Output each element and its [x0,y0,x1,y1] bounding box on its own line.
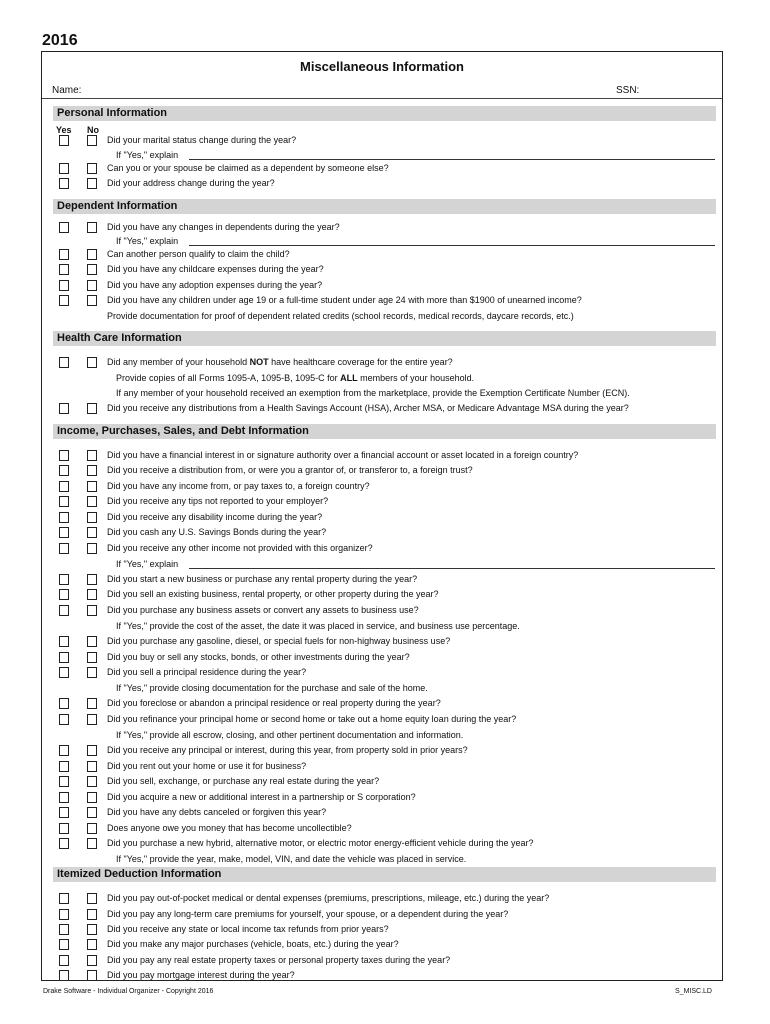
explain-row [42,149,722,163]
question-text: Did you have any changes in dependents during the year? [107,222,340,232]
yes-checkbox[interactable] [59,745,69,756]
yes-checkbox[interactable] [59,280,69,291]
question-row [42,775,722,789]
question-row [42,402,722,416]
no-checkbox[interactable] [87,652,97,663]
explain-row [42,235,722,249]
no-checkbox[interactable] [87,178,97,189]
question-row [42,294,722,308]
yes-checkbox[interactable] [59,403,69,414]
yes-checkbox[interactable] [59,636,69,647]
question-text: Did you receive any principal or interest, during this year, from property sold in prior years? [107,745,468,755]
yes-checkbox[interactable] [59,357,69,368]
question-row [42,526,722,540]
question-text: Did you rent out your home or use it for business? [107,761,307,771]
question-text: Can another person qualify to claim the child? [107,249,290,259]
question-text: Did you receive any tips not reported to your employer? [107,496,329,506]
question-row [42,760,722,774]
question-row [42,279,722,293]
header-divider [42,98,722,99]
question-row [42,162,722,176]
question-row [42,791,722,805]
yes-checkbox[interactable] [59,512,69,523]
question-text: Did you have any adoption expenses during the year? [107,280,323,290]
no-checkbox[interactable] [87,939,97,950]
no-checkbox[interactable] [87,403,97,414]
yes-checkbox[interactable] [59,807,69,818]
footer-copyright: Drake Software - Individual Organizer - Copyright 2016 [43,988,214,995]
question-text-part: have healthcare coverage for the entire year? [268,357,453,367]
yes-checkbox[interactable] [59,714,69,725]
emphasis-text: ALL [340,373,358,383]
question-text: Did you pay out-of-pocket medical or dental expenses (premiums, prescriptions, mileage, etc.) during the year? [107,893,550,903]
question-text: Did you cash any U.S. Savings Bonds during the year? [107,527,327,537]
question-text: Can you or your spouse be claimed as a dependent by someone else? [107,163,389,173]
question-row [42,221,722,235]
question-text: Did you have a financial interest in or signature authority over a financial account or asset located in a foreign country? [107,450,579,460]
note-row [42,620,722,634]
no-column-label: No [87,125,99,135]
tax-year: 2016 [42,32,78,49]
no-checkbox[interactable] [87,636,97,647]
yes-checkbox[interactable] [59,589,69,600]
no-checkbox[interactable] [87,264,97,275]
question-row [42,837,722,851]
explain-label: If "Yes," explain [116,559,179,569]
question-row [42,464,722,478]
no-checkbox[interactable] [87,135,97,146]
question-row [42,449,722,463]
question-row [42,248,722,262]
no-checkbox[interactable] [87,893,97,904]
question-text: Did you purchase any business assets or convert any assets to business use? [107,605,419,615]
question-text: Did you have any income from, or pay taxes to, a foreign country? [107,481,370,491]
no-checkbox[interactable] [87,667,97,678]
question-text: Did your address change during the year? [107,178,275,188]
question-text: Did you receive any state or local income tax refunds from prior years? [107,924,389,934]
question-text: Did you receive a distribution from, or were you a grantor of, or transferor to, a foreign trust? [107,465,473,475]
no-checkbox[interactable] [87,450,97,461]
no-checkbox[interactable] [87,776,97,787]
no-checkbox[interactable] [87,163,97,174]
question-row [42,666,722,680]
explain-input[interactable] [189,568,715,569]
explain-input[interactable] [189,159,715,160]
yes-checkbox[interactable] [59,893,69,904]
no-checkbox[interactable] [87,465,97,476]
yes-checkbox[interactable] [59,698,69,709]
no-checkbox[interactable] [87,792,97,803]
note-row [42,372,722,386]
question-text: Did you have any childcare expenses during the year? [107,264,324,274]
note-row [42,682,722,696]
question-row [42,573,722,587]
explain-label: If "Yes," explain [116,150,179,160]
no-checkbox[interactable] [87,605,97,616]
no-checkbox[interactable] [87,574,97,585]
no-checkbox[interactable] [87,698,97,709]
no-checkbox[interactable] [87,823,97,834]
no-checkbox[interactable] [87,357,97,368]
question-row [42,588,722,602]
no-checkbox[interactable] [87,295,97,306]
yes-checkbox[interactable] [59,543,69,554]
no-checkbox[interactable] [87,496,97,507]
yes-checkbox[interactable] [59,939,69,950]
question-text: Did you have any debts canceled or forgiven this year? [107,807,327,817]
yes-checkbox[interactable] [59,465,69,476]
note-text [116,372,474,385]
question-text: Did you refinance your principal home or second home or take out a home equity loan during the year? [107,714,517,724]
no-checkbox[interactable] [87,761,97,772]
yes-checkbox[interactable] [59,605,69,616]
question-row [42,713,722,727]
yes-checkbox[interactable] [59,249,69,260]
no-checkbox[interactable] [87,249,97,260]
note-text-part: members of your household. [357,373,475,383]
yes-checkbox[interactable] [59,667,69,678]
question-row [42,356,722,370]
question-row [42,635,722,649]
note-row [42,853,722,867]
note-row [42,387,722,401]
yes-checkbox[interactable] [59,222,69,233]
no-checkbox[interactable] [87,745,97,756]
yes-checkbox[interactable] [59,970,69,981]
note-text: If "Yes," provide the cost of the asset, the date it was placed in service, and business use percentage. [116,621,520,631]
yes-checkbox[interactable] [59,496,69,507]
note-text: Provide documentation for proof of dependent related credits (school records, medical records, daycare records, etc.) [107,311,574,321]
no-checkbox[interactable] [87,222,97,233]
question-row [42,954,722,968]
no-checkbox[interactable] [87,280,97,291]
question-row [42,938,722,952]
section-personal-information: Personal Information [53,106,716,121]
question-row [42,892,722,906]
yes-checkbox[interactable] [59,652,69,663]
question-text: Did you sell an existing business, rental property, or other property during the year? [107,589,439,599]
question-text: Did you pay any real estate property taxes or personal property taxes during the year? [107,955,451,965]
question-text [107,356,453,369]
question-text: Did you pay any long-term care premiums for yourself, your spouse, or a dependent during the year? [107,909,509,919]
question-row [42,744,722,758]
question-text: Did you have any children under age 19 or a full-time student under age 24 with more than $1900 of unearned income? [107,295,582,305]
question-row [42,697,722,711]
note-row [42,310,722,324]
question-text: Did you receive any other income not provided with this organizer? [107,543,373,553]
question-row [42,969,722,983]
footer-form-code: S_MISC.LD [675,988,712,995]
no-checkbox[interactable] [87,714,97,725]
question-row [42,480,722,494]
question-row [42,908,722,922]
form-frame [41,51,723,981]
no-checkbox[interactable] [87,589,97,600]
no-checkbox[interactable] [87,970,97,981]
no-checkbox[interactable] [87,481,97,492]
section-dependent-information: Dependent Information [53,199,716,214]
yes-checkbox[interactable] [59,481,69,492]
yes-checkbox[interactable] [59,924,69,935]
question-row [42,651,722,665]
yes-checkbox[interactable] [59,264,69,275]
question-text: Did you make any major purchases (vehicle, boats, etc.) during the year? [107,939,399,949]
yes-checkbox[interactable] [59,909,69,920]
yes-checkbox[interactable] [59,776,69,787]
question-row [42,923,722,937]
question-text: Did your marital status change during the year? [107,135,297,145]
no-checkbox[interactable] [87,838,97,849]
yes-checkbox[interactable] [59,574,69,585]
question-row [42,134,722,148]
no-checkbox[interactable] [87,527,97,538]
name-label: Name: [52,85,82,96]
question-row [42,604,722,618]
yes-checkbox[interactable] [59,163,69,174]
yes-checkbox[interactable] [59,527,69,538]
question-row [42,542,722,556]
form-title: Miscellaneous Information [300,59,464,74]
question-row [42,177,722,191]
question-text: Did you start a new business or purchase any rental property during the year? [107,574,418,584]
question-text: Did you pay mortgage interest during the year? [107,970,295,980]
explain-label: If "Yes," explain [116,236,179,246]
note-text: If "Yes," provide the year, make, model, VIN, and date the vehicle was placed in service. [116,854,467,864]
yes-checkbox[interactable] [59,792,69,803]
no-checkbox[interactable] [87,807,97,818]
yes-checkbox[interactable] [59,450,69,461]
yes-checkbox[interactable] [59,761,69,772]
yes-checkbox[interactable] [59,135,69,146]
yes-checkbox[interactable] [59,955,69,966]
question-text: Did you sell, exchange, or purchase any real estate during the year? [107,776,380,786]
no-checkbox[interactable] [87,909,97,920]
section-health-care-information: Health Care Information [53,331,716,346]
no-checkbox[interactable] [87,543,97,554]
question-text: Did you receive any disability income during the year? [107,512,323,522]
note-row [42,729,722,743]
question-row [42,263,722,277]
explain-input[interactable] [189,245,715,246]
question-text: Did you sell a principal residence during the year? [107,667,307,677]
note-text: If any member of your household received an exemption from the marketplace, provide the Exemption Certificate Number (ECN). [116,388,630,398]
question-text-part: Did any member of your household [107,357,250,367]
no-checkbox[interactable] [87,955,97,966]
question-text: Did you buy or sell any stocks, bonds, or other investments during the year? [107,652,410,662]
explain-row [42,558,722,572]
note-text-part: Provide copies of all Forms 1095-A, 1095-B, 1095-C for [116,373,341,383]
question-text: Does anyone owe you money that has become uncollectible? [107,823,352,833]
ssn-label: SSN: [616,85,640,96]
yes-checkbox[interactable] [59,178,69,189]
question-text: Did you receive any distributions from a Health Savings Account (HSA), Archer MSA, or Medicare Advantage MSA during the year? [107,403,629,413]
yes-column-label: Yes [56,125,72,135]
question-text: Did you purchase any gasoline, diesel, or special fuels for non-highway business use? [107,636,451,646]
no-checkbox[interactable] [87,512,97,523]
question-text: Did you acquire a new or additional interest in a partnership or S corporation? [107,792,416,802]
yes-checkbox[interactable] [59,838,69,849]
question-row [42,511,722,525]
yes-checkbox[interactable] [59,295,69,306]
question-row [42,495,722,509]
section-income-information: Income, Purchases, Sales, and Debt Information [53,424,716,439]
note-text: If "Yes," provide closing documentation for the purchase and sale of the home. [116,683,428,693]
note-text: If "Yes," provide all escrow, closing, and other pertinent documentation and information. [116,730,464,740]
question-text: Did you foreclose or abandon a principal residence or real property during the year? [107,698,441,708]
question-text: Did you purchase a new hybrid, alternative motor, or electric motor energy-efficient vehicle during the year? [107,838,534,848]
question-row [42,822,722,836]
yes-checkbox[interactable] [59,823,69,834]
emphasis-text: NOT [249,357,269,367]
section-itemized-deduction-information: Itemized Deduction Information [53,867,716,882]
no-checkbox[interactable] [87,924,97,935]
question-row [42,806,722,820]
